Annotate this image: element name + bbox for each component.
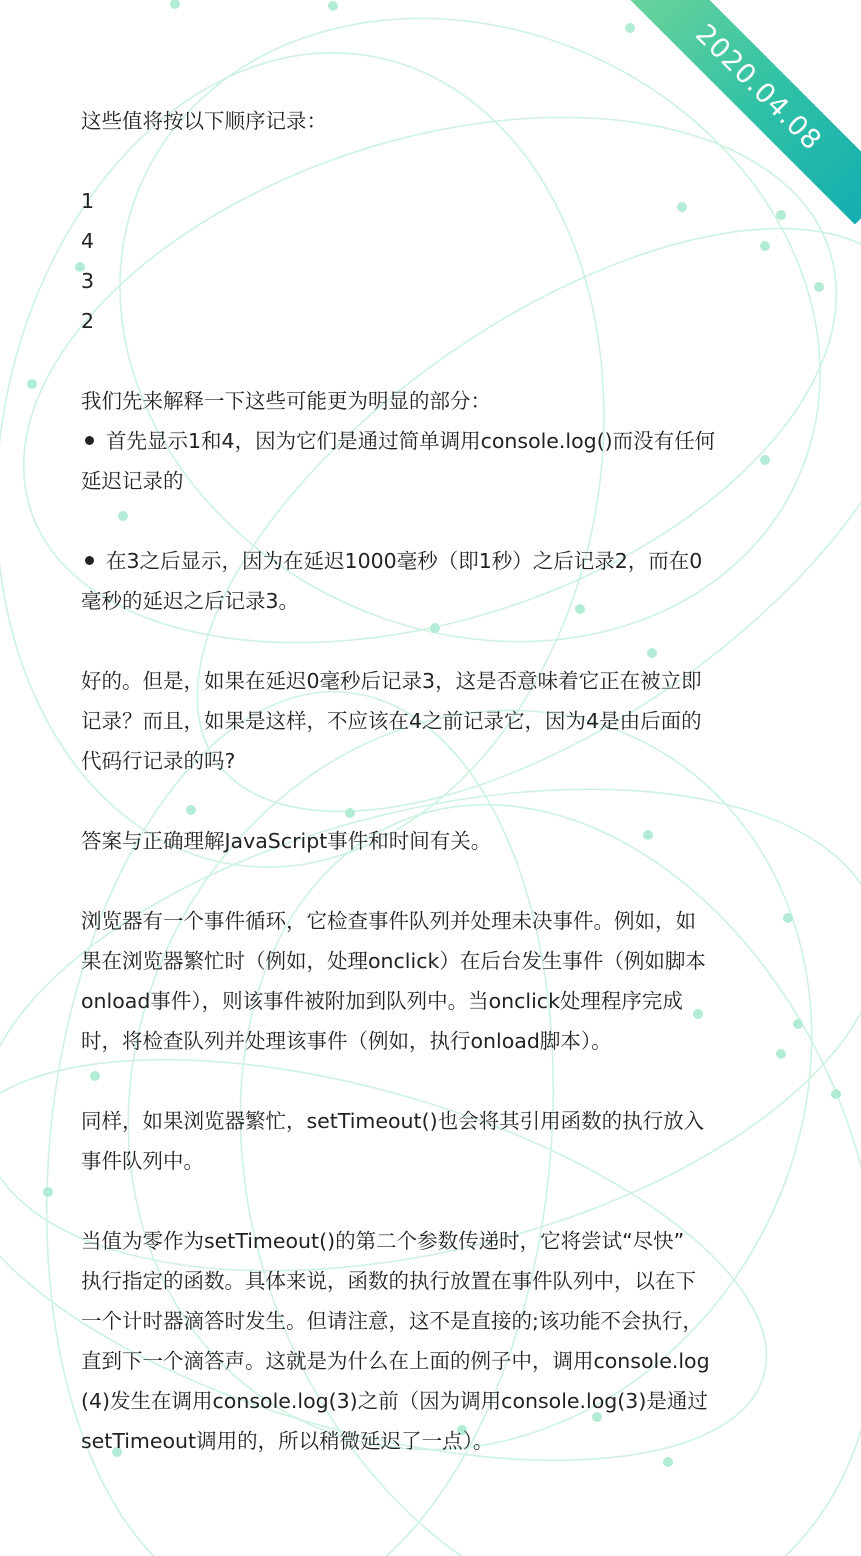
log-order-item: 3 — [81, 269, 95, 293]
answer-text: 答案与正确理解JavaScript事件和时间有关。 — [81, 829, 492, 853]
log-order-item: 4 — [81, 229, 95, 253]
spacer — [81, 141, 781, 181]
bullet-dot-icon — [85, 556, 94, 565]
event-loop-line: 浏览器有一个事件循环，它检查事件队列并处理未决事件。例如，如 — [81, 909, 696, 933]
orbit-dot — [793, 1019, 803, 1029]
zero-delay-line: 直到下一个滴答声。这就是为什么在上面的例子中，调用console.log — [81, 1349, 710, 1373]
set-timeout-line: 事件队列中。 — [81, 1149, 204, 1173]
intro-text: 这些值将按以下顺序记录： — [81, 109, 327, 133]
question-line: 代码行记录的吗? — [81, 749, 236, 773]
event-loop-line: 时，将检查队列并处理该事件（例如，执行onload脚本）。 — [81, 1029, 612, 1053]
question-line: 记录？而且，如果是这样，不应该在4之前记录它，因为4是由后面的 — [81, 709, 702, 733]
set-timeout-line: 同样，如果浏览器繁忙，setTimeout()也会将其引用函数的执行放入 — [81, 1109, 705, 1133]
orbit-dot — [814, 282, 824, 292]
bullet-text-continuation: 毫秒的延迟之后记录3。 — [81, 589, 300, 613]
orbit-dot — [328, 1, 338, 11]
bullet-text-continuation: 延迟记录的 — [81, 469, 184, 493]
spacer — [81, 341, 781, 381]
bullet-item — [81, 541, 781, 581]
article-body — [81, 101, 781, 1461]
zero-delay-line: 一个计时器滴答时发生。但请注意，这不是直接的;该功能不会执行， — [81, 1309, 703, 1333]
zero-delay-line: (4)发生在调用console.log(3)之前（因为调用console.log(3)是通过 — [81, 1389, 708, 1413]
log-order-item: 1 — [81, 189, 95, 213]
question-line: 好的。但是，如果在延迟0毫秒后记录3，这是否意味着它正在被立即 — [81, 669, 702, 693]
zero-delay-line: 当值为零作为setTimeout()的第二个参数传递时，它将尝试“尽快” — [81, 1229, 685, 1253]
explain-heading: 我们先来解释一下这些可能更为明显的部分： — [81, 389, 491, 413]
spacer — [81, 501, 781, 541]
orbit-dot — [43, 1187, 53, 1197]
zero-delay-line: 执行指定的函数。具体来说，函数的执行放置在事件队列中，以在下 — [81, 1269, 696, 1293]
spacer — [81, 861, 781, 901]
bullet-text: 在3之后显示，因为在延迟1000毫秒（即1秒）之后记录2，而在0 — [106, 549, 703, 573]
event-loop-line: 果在浏览器繁忙时（例如，处理onclick）在后台发生事件（例如脚本 — [81, 949, 706, 973]
date-ribbon: 2020.04.08 — [622, 0, 861, 224]
spacer — [81, 1061, 781, 1101]
orbit-dot — [831, 1089, 841, 1099]
orbit-dot — [625, 23, 635, 33]
spacer — [81, 621, 781, 661]
bullet-text: 首先显示1和4，因为它们是通过简单调用console.log()而没有任何 — [106, 429, 716, 453]
spacer — [81, 1181, 781, 1221]
event-loop-line: onload事件），则该事件被附加到队列中。当onclick处理程序完成 — [81, 989, 683, 1013]
bullet-dot-icon — [85, 436, 94, 445]
orbit-dot — [27, 379, 37, 389]
log-order-item: 2 — [81, 309, 95, 333]
orbit-dot — [783, 913, 793, 923]
zero-delay-line: setTimeout调用的，所以稍微延迟了一点）。 — [81, 1429, 494, 1453]
spacer — [81, 781, 781, 821]
orbit-dot — [170, 0, 180, 9]
bullet-item — [81, 421, 781, 461]
